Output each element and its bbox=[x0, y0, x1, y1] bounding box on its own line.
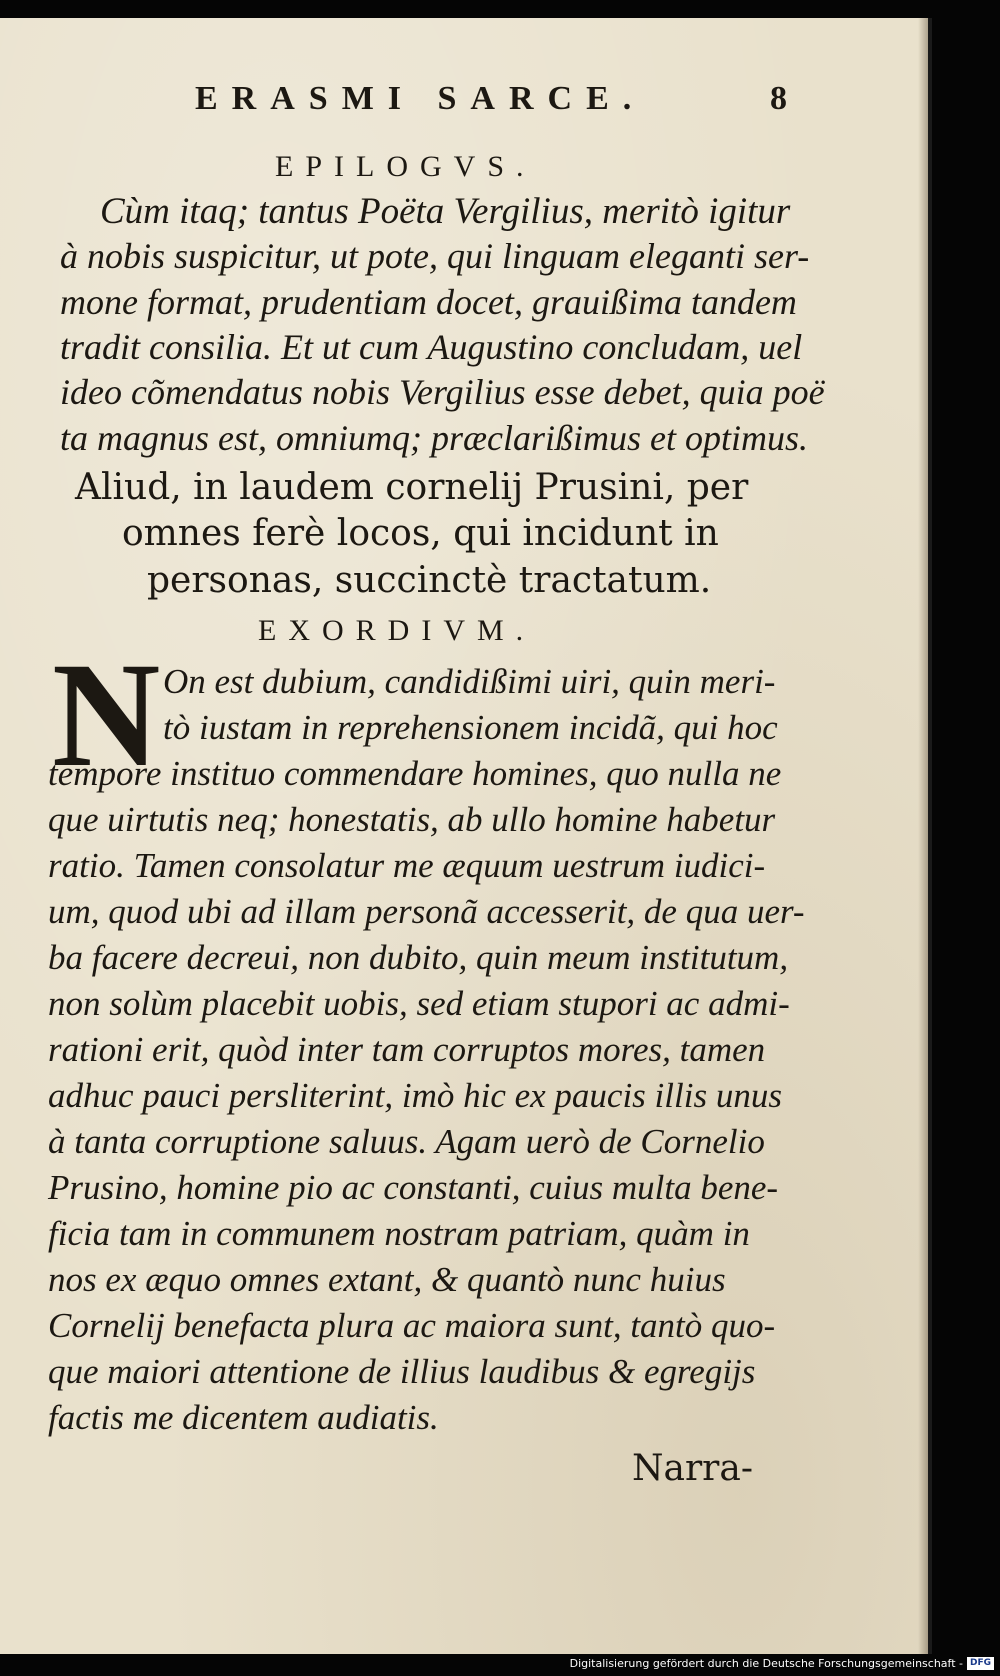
running-head: ERASMI SARCE. bbox=[195, 80, 646, 117]
exordium-line: factis me dicentem audiatis. bbox=[48, 1398, 439, 1437]
epilogus-line: ideo cõmendatus nobis Vergilius esse debet, quia poë bbox=[60, 372, 825, 412]
exordium-line: nos ex æquo omnes extant, & quantò nunc huius bbox=[48, 1260, 726, 1299]
exordium-line: Prusino, homine pio ac constanti, cuius multa bene- bbox=[48, 1168, 779, 1207]
epilogus-line: Cùm itaq; tantus Poëta Vergilius, meritò igitur bbox=[100, 191, 791, 232]
exordium-heading: EXORDIVM. bbox=[258, 614, 536, 647]
exordium-line: um, quod ubi ad illam personã accesserit, de qua uer- bbox=[48, 892, 805, 931]
exordium-line: non solùm placebit uobis, sed etiam stupori ac admi- bbox=[48, 984, 790, 1023]
epilogus-line: tradit consilia. Et ut cum Augustino concludam, uel bbox=[60, 327, 803, 367]
exordium-line: que uirtutis neq; honestatis, ab ullo homine habetur bbox=[48, 800, 776, 839]
exordium-line: que maiori attentione de illius laudibus & egregijs bbox=[48, 1352, 756, 1391]
exordium-line: ficia tam in communem nostram patriam, quàm in bbox=[48, 1214, 750, 1253]
exordium-line: à tanta corruptione saluus. Agam uerò de Cornelio bbox=[48, 1122, 765, 1161]
book-page bbox=[0, 18, 932, 1654]
aliud-title-line: Aliud, in laudem cornelij Prusini, per bbox=[75, 467, 749, 508]
exordium-line: On est dubium, candidißimi uiri, quin meri- bbox=[163, 662, 776, 701]
dfg-footer bbox=[570, 1657, 994, 1670]
catchword: Narra- bbox=[632, 1448, 754, 1489]
dfg-logo-icon: DFG bbox=[967, 1657, 994, 1670]
epilogus-line: ta magnus est, omniumq; præclarißimus et optimus. bbox=[60, 418, 809, 458]
page-edge-shadow bbox=[918, 18, 928, 1654]
epilogus-line: à nobis suspicitur, ut pote, qui linguam eleganti ser- bbox=[60, 236, 810, 276]
aliud-title-line: personas, succinctè tractatum. bbox=[147, 560, 712, 601]
exordium-line: tempore instituo commendare homines, quo nulla ne bbox=[48, 754, 782, 793]
dfg-footer-text: Digitalisierung gefördert durch die Deutsche Forschungsgemeinschaft - bbox=[569, 1657, 963, 1670]
page-number: 8 bbox=[770, 80, 787, 117]
exordium-line: ba facere decreui, non dubito, quin meum institutum, bbox=[48, 938, 789, 977]
exordium-line: tò iustam in reprehensionem incidã, qui hoc bbox=[163, 708, 778, 747]
aliud-title-line: omnes ferè locos, qui incidunt in bbox=[122, 513, 719, 554]
exordium-line: rationi erit, quòd inter tam corruptos mores, tamen bbox=[48, 1030, 766, 1069]
epilogus-heading: EPILOGVS. bbox=[275, 150, 536, 183]
drop-cap-initial: N bbox=[52, 632, 161, 798]
epilogus-line: mone format, prudentiam docet, grauißima tandem bbox=[60, 282, 797, 322]
exordium-line: ratio. Tamen consolatur me æquum uestrum iudici- bbox=[48, 846, 766, 885]
exordium-line: Cornelij benefacta plura ac maiora sunt, tantò quo- bbox=[48, 1306, 776, 1345]
exordium-line: adhuc pauci persliterint, imò hic ex paucis illis unus bbox=[48, 1076, 782, 1115]
